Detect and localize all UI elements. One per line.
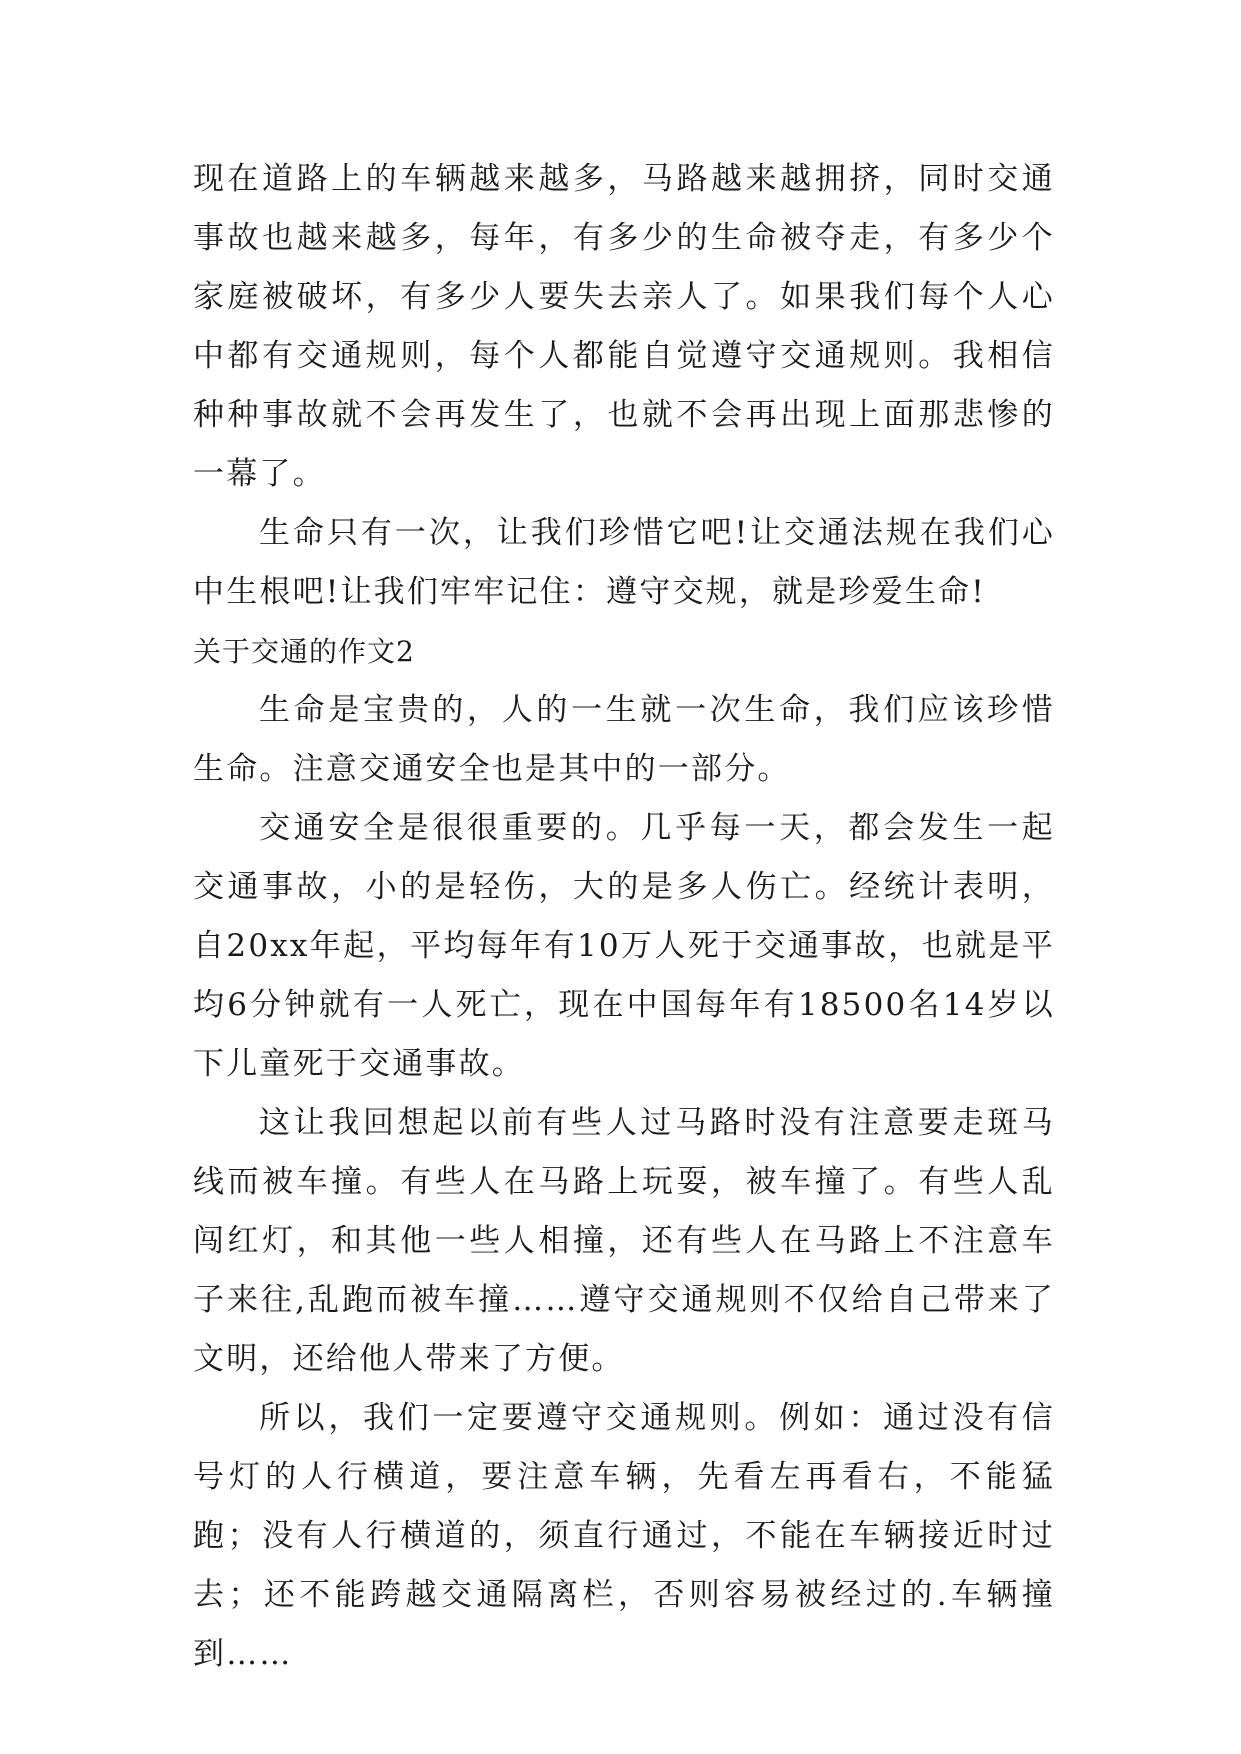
paragraph-5: 这让我回想起以前有些人过马路时没有注意要走斑马线而被车撞。有些人在马路上玩耍，被车撞了。有些人乱闯红灯，和其他一些人相撞，还有些人在马路上不注意车子来往,乱跑而被车撞……遵守交通规则不仅给自己带来了文明，还给他人带来了方便。 xyxy=(193,1105,1055,1377)
paragraph-6: 所以，我们一定要遵守交通规则。例如：通过没有信号灯的人行横道，要注意车辆，先看左再看右，不能猛跑；没有人行横道的，须直行通过，不能在车辆接近时过去；还不能跨越交通隔离栏，否则容易被经过的.车辆撞到…… xyxy=(193,1400,1055,1672)
document-body xyxy=(193,150,1055,1684)
paragraph-1: 现在道路上的车辆越来越多，马路越来越拥挤，同时交通事故也越来越多，每年，有多少的生命被夺走，有多少个家庭被破坏，有多少人要失去亲人了。如果我们每个人心中都有交通规则，每个人都能自觉遵守交通规则。我相信种种事故就不会再发生了，也就不会再出现上面那悲惨的一幕了。 xyxy=(193,161,1055,492)
paragraph-4: 交通安全是很很重要的。几乎每一天，都会发生一起交通事故，小的是轻伤，大的是多人伤亡。经统计表明，自20xx年起，平均每年有10万人死于交通事故，也就是平均6分钟就有一人死亡，现在中国每年有18500名14岁以下儿童死于交通事故。 xyxy=(193,810,1055,1082)
paragraph-3: 生命是宝贵的，人的一生就一次生命，我们应该珍惜生命。注意交通安全也是其中的一部分。 xyxy=(193,692,1055,787)
paragraph-2: 生命只有一次，让我们珍惜它吧!让交通法规在我们心中生根吧!让我们牢牢记住：遵守交规，就是珍爱生命! xyxy=(193,515,1055,610)
section-heading: 关于交通的作文2 xyxy=(193,635,415,668)
